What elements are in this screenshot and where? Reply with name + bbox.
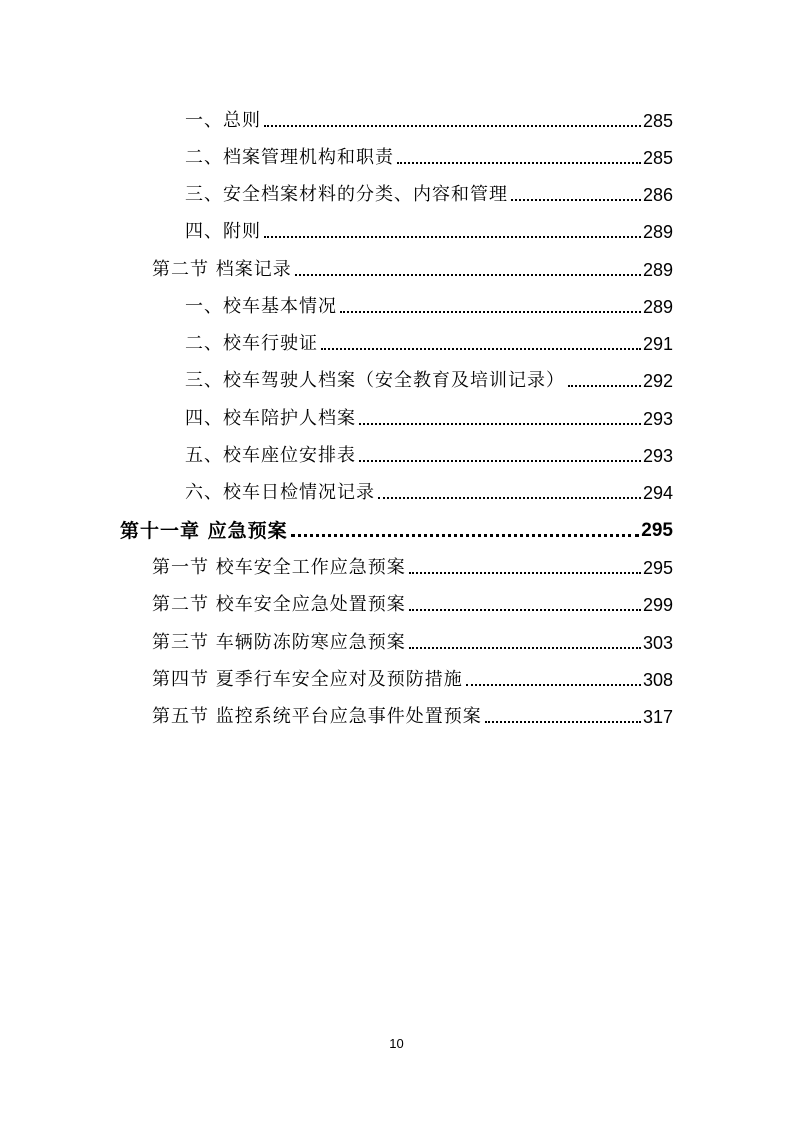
toc-entry-title: 四、校车陪护人档案 [185, 408, 356, 429]
toc-dot-leader [397, 162, 641, 164]
toc-section-entry[interactable] [152, 628, 673, 654]
toc-entry-page: 285 [642, 111, 673, 131]
toc-entry-page: 294 [642, 483, 673, 503]
toc-entry[interactable] [185, 106, 673, 132]
toc-entry-title: 五、校车座位安排表 [185, 445, 356, 466]
toc-dot-leader [264, 125, 641, 127]
toc-entry-page: 303 [642, 633, 673, 653]
toc-dot-leader [485, 721, 641, 723]
page-number: 10 [389, 1036, 404, 1051]
toc-section-entry[interactable] [152, 553, 673, 579]
toc-entry[interactable] [185, 478, 673, 504]
toc-entry-page: 286 [642, 185, 673, 205]
toc-entry-title: 第四节 夏季行车安全应对及预防措施 [152, 669, 463, 690]
toc-dot-leader [466, 684, 641, 686]
toc-entry[interactable] [185, 143, 673, 169]
toc-dot-leader [359, 460, 641, 462]
toc-section-entry[interactable] [152, 590, 673, 616]
toc-dot-leader [409, 609, 641, 611]
toc-entry[interactable] [185, 441, 673, 467]
toc-chapter-entry[interactable] [120, 516, 673, 542]
toc-entry-title: 第三节 车辆防冻防寒应急预案 [152, 632, 406, 653]
toc-entry-page: 299 [642, 595, 673, 615]
toc-entry[interactable] [185, 217, 673, 243]
toc-entry-title: 一、总则 [185, 110, 261, 131]
toc-entry-title: 第一节 校车安全工作应急预案 [152, 557, 406, 578]
toc-entry-page: 291 [642, 334, 673, 354]
toc-dot-leader [409, 647, 641, 649]
toc-entry-title: 三、校车驾驶人档案（安全教育及培训记录） [185, 370, 565, 391]
toc-dot-leader [340, 311, 641, 313]
toc-dot-leader [378, 497, 641, 499]
toc-entry-page: 317 [642, 707, 673, 727]
toc-entry-title: 二、校车行驶证 [185, 333, 318, 354]
toc-section-entry[interactable] [152, 255, 673, 281]
toc-entry-page: 308 [642, 670, 673, 690]
toc-entry-title: 三、安全档案材料的分类、内容和管理 [185, 184, 508, 205]
toc-entry-page: 285 [642, 148, 673, 168]
toc-dot-leader [409, 572, 641, 574]
toc-entry[interactable] [185, 180, 673, 206]
toc-entry-page: 293 [642, 409, 673, 429]
toc-dot-leader [359, 423, 641, 425]
toc-entry-page: 289 [642, 222, 673, 242]
toc-entry[interactable] [185, 404, 673, 430]
toc-entry-title: 四、附则 [185, 221, 261, 242]
toc-entry-page: 289 [642, 297, 673, 317]
toc-dot-leader [321, 348, 641, 350]
toc-entry-title: 一、校车基本情况 [185, 296, 337, 317]
toc-dot-leader [295, 274, 641, 276]
toc-entry[interactable] [185, 329, 673, 355]
toc-section-entry[interactable] [152, 702, 673, 728]
toc-entry-page: 295 [641, 520, 673, 541]
toc-entry-title: 第十一章 应急预案 [120, 520, 288, 542]
toc-section-entry[interactable] [152, 665, 673, 691]
toc-entry-page: 295 [642, 558, 673, 578]
toc-entry-page: 292 [642, 371, 673, 391]
toc-dot-leader [264, 236, 641, 238]
toc-dot-leader [568, 385, 641, 387]
toc-dot-leader [511, 199, 641, 201]
toc-entry-title: 第二节 校车安全应急处置预案 [152, 594, 406, 615]
toc-entry-page: 293 [642, 446, 673, 466]
toc-entry[interactable] [185, 292, 673, 318]
toc-entry-title: 二、档案管理机构和职责 [185, 147, 394, 168]
toc-entry[interactable] [185, 366, 673, 392]
toc-entry-page: 289 [642, 260, 673, 280]
toc-entry-title: 第五节 监控系统平台应急事件处置预案 [152, 706, 482, 727]
toc-dot-leader [291, 534, 640, 537]
toc-entry-title: 第二节 档案记录 [152, 259, 292, 280]
toc-entry-title: 六、校车日检情况记录 [185, 482, 375, 503]
